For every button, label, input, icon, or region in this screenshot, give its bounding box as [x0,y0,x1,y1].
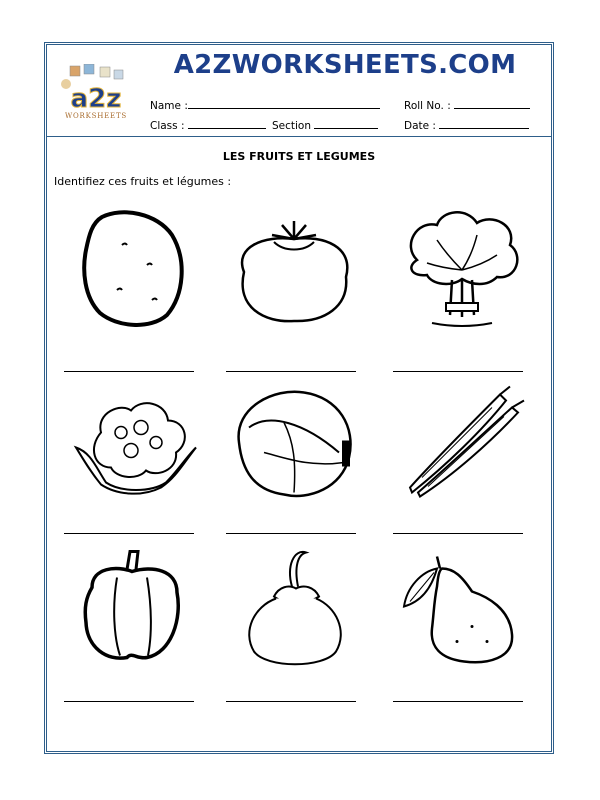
roll-field[interactable] [404,98,530,112]
section-input-line[interactable] [314,118,378,129]
cauliflower-icon [66,385,206,510]
instruction-text: Identifiez ces fruits et légumes : [54,175,232,188]
answer-line-3[interactable] [393,371,523,372]
cabbage-icon [224,380,364,505]
tomato-icon [224,212,364,337]
pear-icon [392,545,532,670]
name-input-line[interactable] [188,98,380,109]
name-field[interactable] [150,98,380,112]
potato-icon [62,205,202,330]
logo-subtext: WORKSHEETS [64,112,128,120]
answer-line-6[interactable] [393,533,523,534]
section-label: Section [272,120,312,132]
okra-icon [392,380,532,505]
answer-line-4[interactable] [64,533,194,534]
date-field[interactable] [404,118,529,132]
header-divider [47,136,551,137]
spinach-icon [392,205,532,330]
class-field[interactable] [150,118,266,132]
section-field[interactable] [272,118,378,132]
answer-line-5[interactable] [226,533,356,534]
class-label: Class : [150,120,185,132]
site-title: A2ZWORKSHEETS.COM [173,50,517,80]
bell-pepper-icon [62,545,202,670]
roll-label: Roll No. : [404,100,451,112]
answer-line-1[interactable] [64,371,194,372]
answer-line-9[interactable] [393,701,523,702]
answer-line-2[interactable] [226,371,356,372]
logo-text: a2z [70,84,122,114]
roll-input-line[interactable] [454,98,530,109]
eggplant-icon [224,545,364,670]
name-label: Name : [150,100,188,112]
answer-line-7[interactable] [64,701,194,702]
class-input-line[interactable] [188,118,266,129]
a2z-logo [56,64,136,120]
date-label: Date : [404,120,436,132]
date-input-line[interactable] [439,118,529,129]
answer-line-8[interactable] [226,701,356,702]
worksheet-title: LES FRUITS ET LEGUMES [222,150,376,163]
